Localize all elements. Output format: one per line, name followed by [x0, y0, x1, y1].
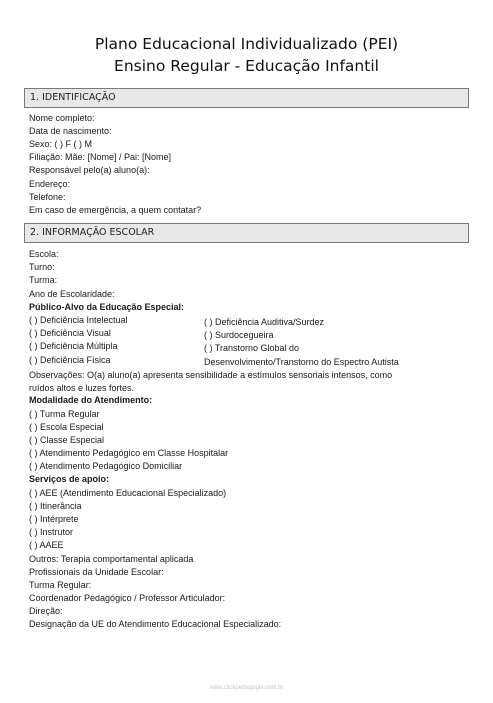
field-coordenador: Coordenador Pedagógico / Professor Articulador:: [29, 593, 226, 603]
publico-alvo-label: Público-Alvo da Educação Especial:: [29, 302, 185, 312]
field-sexo: Sexo: ( ) F ( ) M: [29, 139, 92, 149]
option-deficiencia-auditiva: ( ) Deficiência Auditiva/Surdez: [204, 317, 325, 327]
field-responsavel: Responsável pelo(a) aluno(a):: [29, 165, 150, 175]
option-classe-especial: ( ) Classe Especial: [29, 435, 105, 445]
field-nome-completo: Nome completo:: [29, 113, 95, 123]
field-telefone: Telefone:: [29, 192, 66, 202]
field-endereco: Endereço:: [29, 179, 71, 189]
option-surdocegueira: ( ) Surdocegueira: [204, 330, 274, 340]
footer-watermark: www.clickpedagogia.com.br: [209, 685, 284, 691]
observacoes-line1: Observações: O(a) aluno(a) apresenta sensibilidade a estímulos sensoriais intensos, como: [29, 370, 393, 380]
field-turno: Turno:: [29, 262, 55, 272]
option-atendimento-domiciliar: ( ) Atendimento Pedagógico Domiciliar: [29, 461, 183, 471]
field-direcao: Direção:: [29, 606, 63, 616]
option-transtorno-global-cont: Desenvolvimento/Transtorno do Espectro Autista: [204, 357, 399, 367]
field-escola: Escola:: [29, 249, 59, 259]
option-turma-regular: ( ) Turma Regular: [29, 409, 100, 419]
option-classe-hospitalar: ( ) Atendimento Pedagógico em Classe Hospitalar: [29, 448, 229, 458]
observacoes-line2: ruídos altos e luzes fortes.: [29, 383, 135, 393]
field-designacao-ue: Designação da UE do Atendimento Educacional Especializado:: [29, 619, 282, 629]
option-deficiencia-multipla: ( ) Deficiência Múltipla: [29, 341, 118, 351]
option-deficiencia-fisica: ( ) Deficiência Física: [29, 355, 111, 365]
section-header-informacao-escolar: 2. INFORMAÇÃO ESCOLAR: [24, 223, 469, 243]
servicos-label: Serviços de apoio:: [29, 474, 110, 484]
document-title: Plano Educacional Individualizado (PEI): [94, 35, 399, 53]
option-deficiencia-visual: ( ) Deficiência Visual: [29, 328, 111, 338]
section-header-identificacao: 1. IDENTIFICAÇÃO: [24, 88, 469, 108]
option-deficiencia-intelectual: ( ) Deficiência Intelectual: [29, 315, 128, 325]
field-data-nascimento: Data de nascimento:: [29, 126, 112, 136]
option-aaee: ( ) AAEE: [29, 540, 64, 550]
document-subtitle: Ensino Regular - Educação Infantil: [114, 57, 379, 75]
field-turma: Turma:: [29, 275, 58, 285]
option-itinerancia: ( ) Itinerância: [29, 501, 82, 511]
field-profissionais: Profissionais da Unidade Escolar:: [29, 567, 164, 577]
option-aee: ( ) AEE (Atendimento Educacional Especializado): [29, 488, 227, 498]
field-turma-regular: Turma Regular:: [29, 580, 92, 590]
option-interprete: ( ) Intérprete: [29, 514, 79, 524]
option-escola-especial: ( ) Escola Especial: [29, 422, 104, 432]
option-instrutor: ( ) Instrutor: [29, 527, 74, 537]
field-filiacao: Filiação: Mãe: [Nome] / Pai: [Nome]: [29, 152, 172, 162]
modalidade-label: Modalidade do Atendimento:: [29, 395, 153, 405]
field-emergencia: Em caso de emergência, a quem contatar?: [29, 205, 202, 215]
field-ano-escolaridade: Ano de Escolaridade:: [29, 289, 115, 299]
option-transtorno-global: ( ) Transtorno Global do: [204, 343, 300, 353]
field-outros: Outros: Terapia comportamental aplicada: [29, 554, 194, 564]
